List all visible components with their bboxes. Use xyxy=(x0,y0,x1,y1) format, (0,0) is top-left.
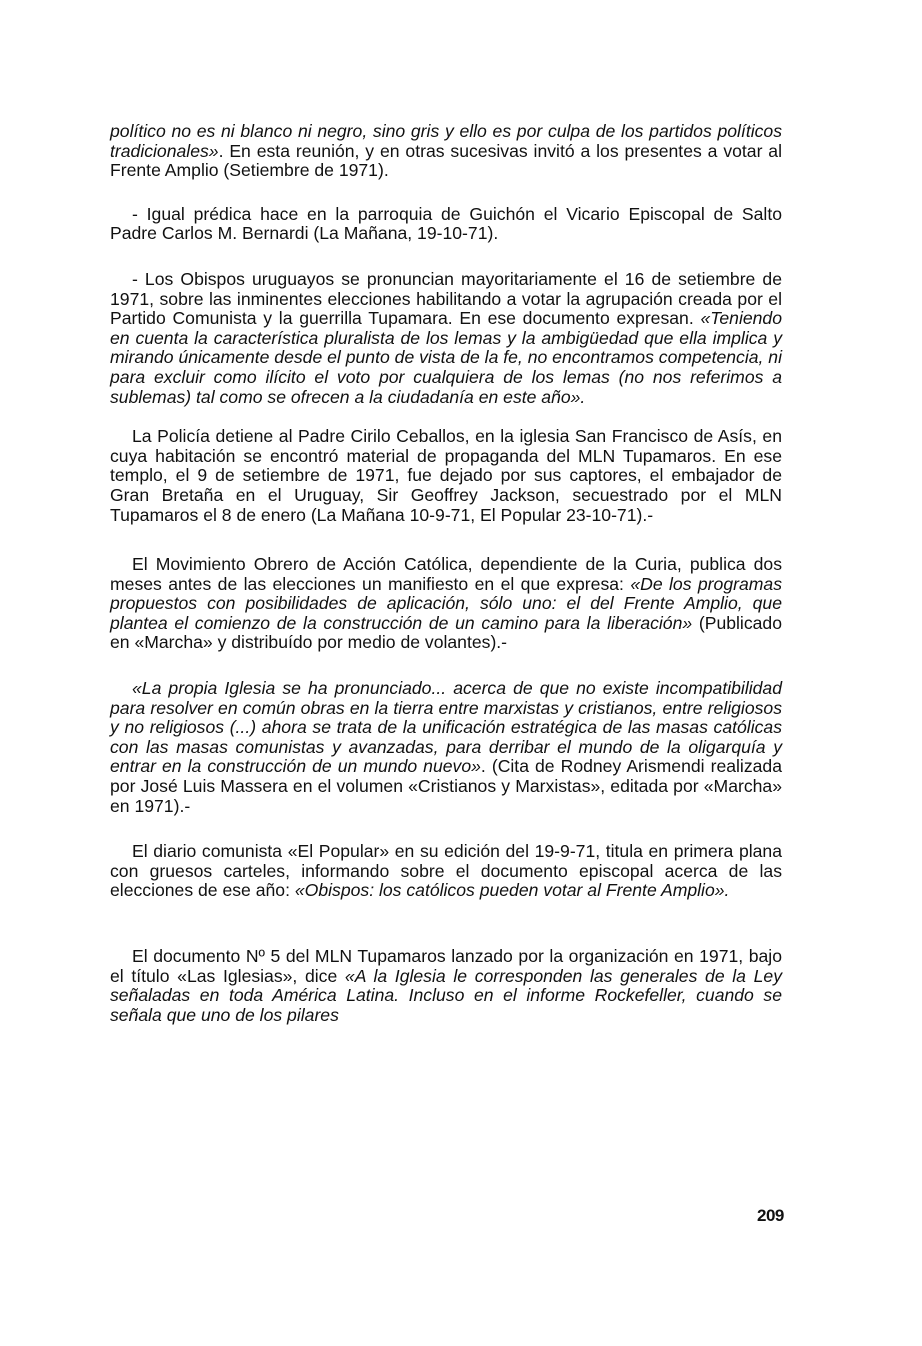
quote-text: «Obispos: los católicos pueden votar al Frente Amplio». xyxy=(294,880,730,901)
paragraph xyxy=(110,205,782,244)
body-span: El Movimiento Obrero de Acción Católica, dependiente de la Curia, publica dos meses antes de las elecciones un manifiesto en el que expresa: xyxy=(110,554,782,594)
quote-text: político no es ni blanco ni negro, sino gris y ello es por culpa de los partidos políticos tradicionales» xyxy=(110,121,782,161)
body-text xyxy=(110,122,782,1025)
paragraph xyxy=(110,947,782,1025)
body-span: El diario comunista «El Popular» en su edición del 19-9-71, titula en primera plana con gruesos carteles, informando sobre el documento episcopal acerca de las elecciones de ese año: xyxy=(110,841,782,901)
body-span: (Publicado en «Marcha» y distribuído por medio de volantes).- xyxy=(110,612,782,653)
body-span: La Policía detiene al Padre Cirilo Ceballos, en la iglesia San Francisco de Asís, en cuya habitación se encontró material de propaganda del MLN Tupamaros. En ese templo, el 9 de setiembre de 1971, fue dejado por sus captores, el embajador de Gran Bretaña en el Uruguay, Sir Geoffrey Jackson, secuestrado por el MLN Tupamaros el 8 de enero (La Mañana 10-9-71, El Popular 23-10-71).- xyxy=(110,426,782,525)
quote-text: «A la Iglesia le corresponden las generales de la Ley señaladas en toda América Latina. Incluso en el informe Rockefeller, cuando se señala que uno de los pilares xyxy=(110,965,782,1025)
paragraph xyxy=(110,270,782,407)
paragraph xyxy=(110,427,782,525)
paragraph xyxy=(110,555,782,653)
body-span: - Los Obispos uruguayos se pronuncian mayoritariamente el 16 de setiembre de 1971, sobre las inminentes elecciones habilitando a votar la agrupación creada por el Partido Comunista y la guerrilla Tupamara. En ese documento expresan. xyxy=(110,268,782,329)
body-span: . En esta reunión, y en otras sucesivas invitó a los presentes a votar al Frente Amplio (Setiembre de 1971). xyxy=(110,140,782,181)
body-span: - Igual prédica hace en la parroquia de Guichón el Vicario Episcopal de Salto Padre Carlos M. Bernardi (La Mañana, 19-10-71). xyxy=(110,203,782,244)
paragraph xyxy=(110,842,782,901)
page-number: 209 xyxy=(757,1206,784,1225)
paragraph xyxy=(110,679,782,816)
body-span: . (Cita de Rodney Arismendi realizada por José Luis Massera en el volumen «Cristianos y Marxistas», editada por «Marcha» en 1971).- xyxy=(110,756,782,816)
paragraph xyxy=(110,122,782,181)
quote-text: «La propia Iglesia se ha pronunciado... acerca de que no existe incompatibilidad para resolver en común obras en la tierra entre marxistas y cristianos, entre religiosos y no religiosos (...) ahora se trata de la unificación estratégica de las masas católicas con las masas comunistas y avanzadas, para derribar el mundo de la oligarquía y entrar en la construcción de un mundo nuevo» xyxy=(110,678,782,777)
quote-text: «De los programas propuestos con posibilidades de aplicación, sólo uno: el del Frente Amplio, que plantea el comienzo de la construcción de un camino para la liberación» xyxy=(110,573,782,633)
quote-text: «Teniendo en cuenta la característica pluralista de los lemas y la ambigüedad que ella implica y mirando únicamente desde el punto de vista de la fe, no encontramos competencia, ni para excluir como ilícito el voto por cualquiera de los lemas (no nos referimos a sublemas) tal como se ofrecen a la ciudadanía en este año». xyxy=(110,308,782,407)
body-span: El documento Nº 5 del MLN Tupamaros lanzado por la organización en 1971, bajo el título «Las Iglesias», dice xyxy=(110,946,782,986)
